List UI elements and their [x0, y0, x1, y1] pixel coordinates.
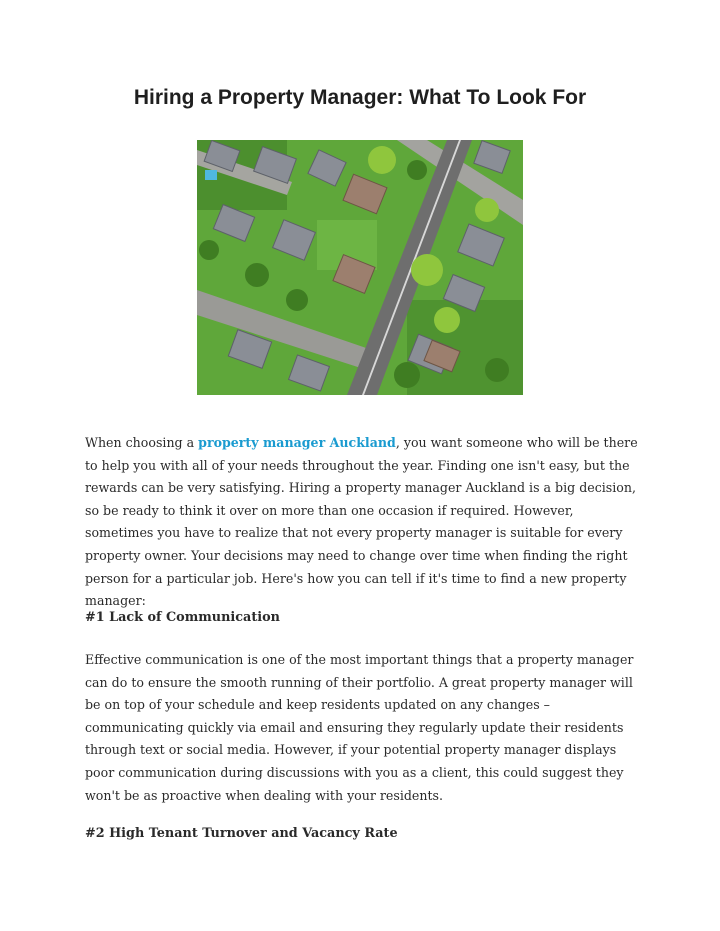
aerial-neighborhood-photo: [197, 140, 523, 395]
page-title: Hiring a Property Manager: What To Look For: [133, 86, 587, 109]
section-heading-communication: #1 Lack of Communication: [85, 610, 280, 625]
intro-text-after-link: , you want someone who will be there to help you with all of your needs throughout the year. Finding one isn't easy, but the rewards can be very satisfying. Hiring a property manager Auckland is a big decision, so be ready to think it over on more than one occasion if required. However, sometimes you have to realize that not every property manager is suitable for every property owner. Your decisions may need to change over time when finding the right person for a particular job. Here's how you can tell if it's time to find a new property manager:: [85, 435, 638, 609]
property-manager-auckland-link[interactable]: property manager Auckland: [198, 435, 396, 450]
intro-text-before-link: When choosing a: [85, 435, 199, 450]
section-body-communication: Effective communication is one of the most important things that a property manager can do to ensure the smooth running of their portfolio. A great property manager will be on top of your schedule and keep residents updated on any changes – communicating quickly via email and ensuring they regularly update their residents through text or social media. However, if your potential property manager displays poor communication during discussions with you as a client, this could suggest they won't be as proactive when dealing with your residents.: [85, 652, 634, 803]
section-heading-turnover: #2 High Tenant Turnover and Vacancy Rate: [85, 826, 398, 841]
intro-paragraph: [85, 432, 640, 613]
